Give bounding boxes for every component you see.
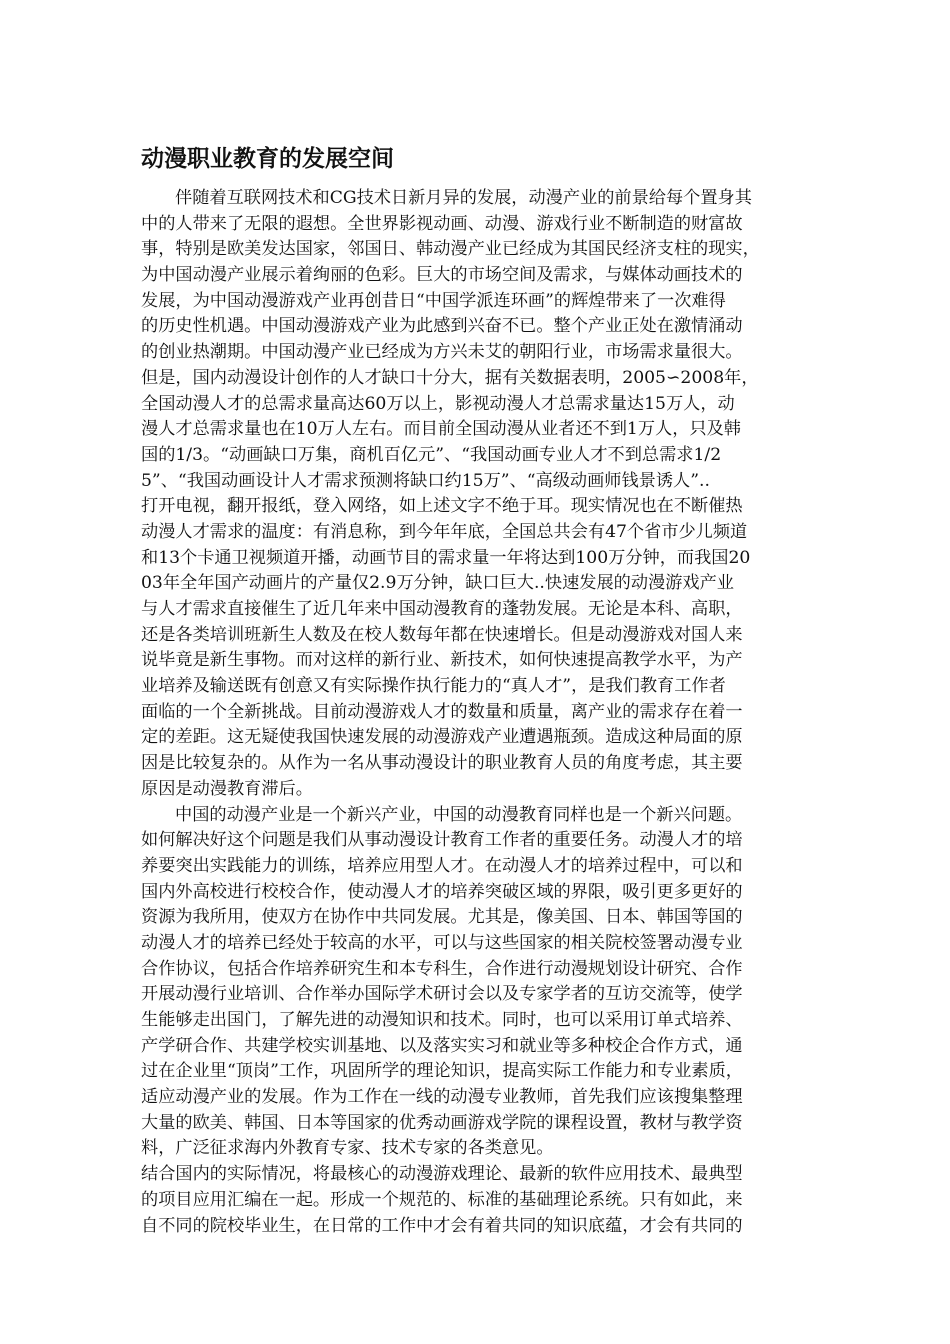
paragraph-1-line: 03年全年国产动画片的产量仅2.9万分钟，缺口巨大..快速发展的动漫游戏产业	[141, 573, 734, 594]
paragraph-1-line: 打开电视，翻开报纸，登入网络，如上述文字不绝于耳。现实情况也在不断催热	[141, 496, 743, 517]
paragraph-1-line: 面临的一个全新挑战。目前动漫游戏人才的数量和质量，离产业的需求存在着一	[141, 701, 743, 722]
paragraph-1-line: 的历史性机遇。中国动漫游戏产业为此感到兴奋不已。整个产业正处在激情涌动	[141, 316, 743, 337]
paragraph-1-line: 因是比较复杂的。从作为一名从事动漫设计的职业教育人员的角度考虑，其主要	[141, 753, 743, 774]
paragraph-3-line: 的项目应用汇编在一起。形成一个规范的、标准的基础理论系统。只有如此，来	[141, 1189, 743, 1210]
document-body	[141, 186, 831, 1239]
paragraph-2-line: 大量的欧美、韩国、日本等国家的优秀动画游戏学院的课程设置，教材与教学资	[141, 1112, 743, 1133]
paragraph-2-line: 动漫人才的培养已经处于较高的水平，可以与这些国家的相关院校签署动漫专业	[141, 932, 743, 953]
paragraph-2-line: 生能够走出国门，了解先进的动漫知识和技术。同时，也可以采用订单式培养、	[141, 1010, 743, 1030]
paragraph-1-line: 事，特别是欧美发达国家，邻国日、韩动漫产业已经成为其国民经济支柱的现实，	[141, 239, 760, 260]
paragraph-2-line: 资源为我所用，使双方在协作中共同发展。尤其是，像美国、日本、韩国等国的	[141, 907, 743, 928]
paragraph-2-line: 中国的动漫产业是一个新兴产业，中国的动漫教育同样也是一个新兴问题。	[175, 804, 743, 825]
paragraph-2-line: 料，广泛征求海内外教育专家、技术专家的各类意见。	[141, 1138, 554, 1159]
paragraph-1-line: 还是各类培训班新生人数及在校人数每年都在快速增长。但是动漫游戏对国人来	[141, 624, 743, 645]
paragraph-1-line: 漫人才总需求量也在10万人左右。而目前全国动漫从业者还不到1万人，只及韩	[141, 419, 741, 440]
paragraph-2-line: 产学研合作、共建学校实训基地、以及落实实习和就业等多种校企合作方式，通	[141, 1035, 743, 1056]
paragraph-1-line: 中的人带来了无限的遐想。全世界影视动画、动漫、游戏行业不断制造的财富故	[141, 213, 743, 234]
paragraph-1-line: 说毕竟是新生事物。而对这样的新行业、新技术，如何快速提高教学水平，为产	[141, 650, 743, 671]
paragraph-2-line: 养要突出实践能力的训练，培养应用型人才。在动漫人才的培养过程中，可以和	[141, 855, 743, 876]
paragraph-1-line: 的创业热潮期。中国动漫产业已经成为方兴未艾的朝阳行业，市场需求量很大。	[141, 342, 743, 363]
paragraph-2-line: 如何解决好这个问题是我们从事动漫设计教育工作者的重要任务。动漫人才的培	[141, 830, 743, 851]
paragraph-2-line: 过在企业里“顶岗”工作，巩固所学的理论知识，提高实际工作能力和专业素质，	[141, 1061, 743, 1082]
paragraph-2-line: 适应动漫产业的发展。作为工作在一线的动漫专业教师，首先我们应该搜集整理	[141, 1087, 743, 1108]
paragraph-1-line: 与人才需求直接催生了近几年来中国动漫教育的蓬勃发展。无论是本科、高职，	[141, 599, 743, 619]
paragraph-1-line: 全国动漫人才的总需求量高达60万以上，影视动漫人才总需求量达15万人，动	[141, 393, 735, 414]
paragraph-1-line: 和13个卡通卫视频道开播，动画节目的需求量一年将达到100万分钟，而我国20	[141, 547, 751, 568]
document-title: 动漫职业教育的发展空间	[141, 146, 394, 172]
paragraph-2-line: 开展动漫行业培训、合作举办国际学术研讨会以及专家学者的互访交流等，使学	[141, 984, 743, 1005]
paragraph-3-line: 结合国内的实际情况，将最核心的动漫游戏理论、最新的软件应用技术、最典型	[141, 1164, 743, 1185]
paragraph-1-line: 国的1/3。“动画缺口万集，商机百亿元”、“我国动画专业人才不到总需求1/2	[141, 444, 722, 465]
paragraph-1-line: 为中国动漫产业展示着绚丽的色彩。巨大的市场空间及需求，与媒体动画技术的	[141, 265, 743, 286]
paragraph-1-line: 业培养及输送既有创意又有实际操作执行能力的“真人才”，是我们教育工作者	[141, 676, 726, 697]
paragraph-1-line: 动漫人才需求的温度：有消息称，到今年年底，全国总共会有47个省市少儿频道	[141, 521, 748, 542]
paragraph-2-line: 合作协议，包括合作培养研究生和本专科生，合作进行动漫规划设计研究、合作	[141, 958, 743, 979]
paragraph-1-line: 原因是动漫教育滞后。	[141, 778, 313, 799]
paragraph-1-line: 伴随着互联网技术和CG技术日新月异的发展，动漫产业的前景给每个置身其	[175, 188, 752, 208]
paragraph-1-line: 但是，国内动漫设计创作的人才缺口十分大，据有关数据表明，2005∽2008年，	[141, 367, 759, 388]
paragraph-1-line: 发展，为中国动漫游戏产业再创昔日“中国学派连环画”的辉煌带来了一次难得	[141, 290, 726, 311]
paragraph-2-line: 国内外高校进行校校合作，使动漫人才的培养突破区域的界限，吸引更多更好的	[141, 881, 743, 902]
paragraph-3-line: 自不同的院校毕业生，在日常的工作中才会有着共同的知识底蕴，才会有共同的	[141, 1215, 743, 1236]
paragraph-1-line: 5”、“我国动画设计人才需求预测将缺口约15万”、“高级动画师钱景诱人”..	[141, 470, 710, 491]
paragraph-1-line: 定的差距。这无疑使我国快速发展的动漫游戏产业遭遇瓶颈。造成这种局面的原	[141, 727, 743, 748]
